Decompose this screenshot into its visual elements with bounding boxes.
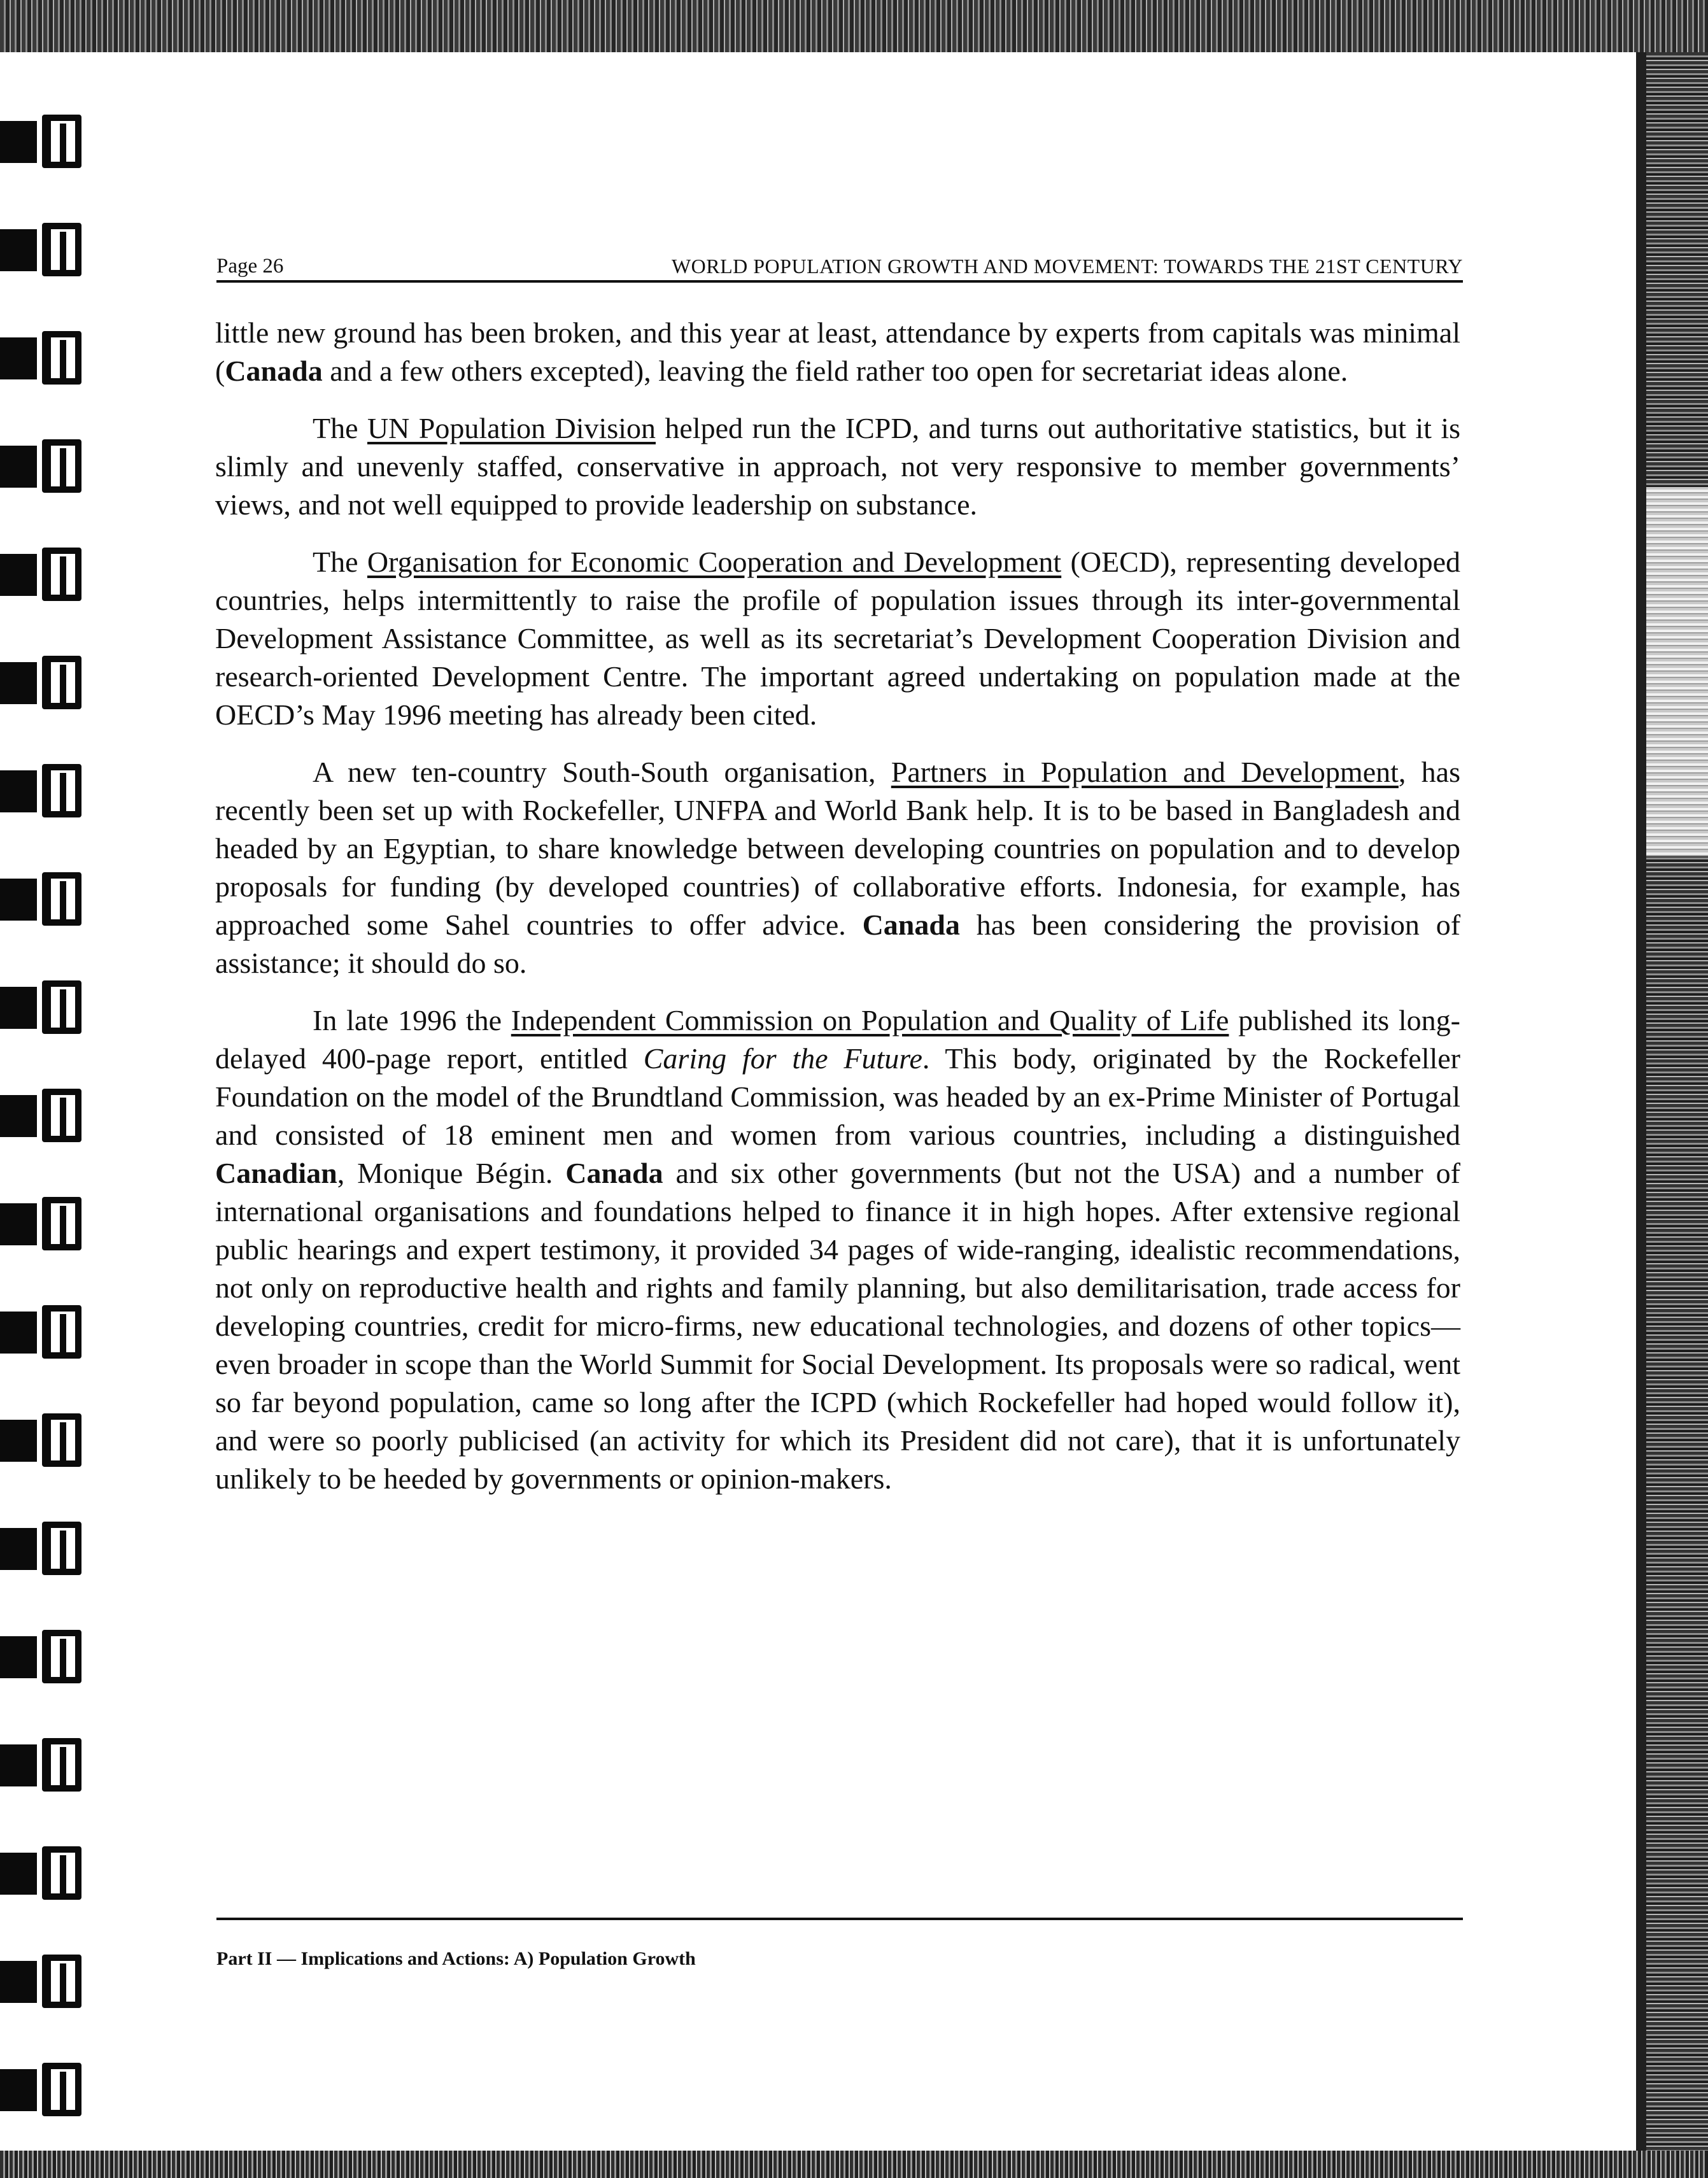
binding-ring: [0, 548, 89, 601]
binding-ring: [0, 1955, 89, 2008]
body-text: [215, 314, 1460, 1517]
page-edge-shadow: [1636, 52, 1646, 2151]
text-run: helped run the ICPD, and turns out authoritative statistics, but it is slimly and unevenly staffed, conservative in approach, not very responsive to member governments’ views, and not well equipped to provide leadership on substance.: [215, 412, 1461, 521]
footer-rule: [216, 1918, 1463, 1920]
underlined-org-name: Independent Commission on Population and Quality of Life: [511, 1004, 1229, 1036]
underlined-org-name: Partners in Population and Development: [891, 756, 1399, 788]
paragraph-2: [215, 409, 1460, 524]
scan-border-top: [0, 0, 1708, 52]
paragraph-3: [215, 543, 1460, 734]
binding-ring: [0, 1305, 89, 1359]
binding-ring: [0, 1630, 89, 1683]
italic-report-title: Caring for the Future: [643, 1042, 922, 1075]
text-run: , has recently been set up with Rockefeller, UNFPA and World Bank help. It is to be based in Bangladesh and headed by an Egyptian, to share knowledge between developing countries on population and to develop proposals for funding (by developed countries) of collaborative efforts. Indonesia, for example, has approached some Sahel countries to offer advice.: [215, 756, 1460, 941]
binding-ring: [0, 223, 89, 276]
binding-ring: [0, 1197, 89, 1250]
scan-border-right-light: [1646, 487, 1708, 856]
binding-ring: [0, 439, 89, 493]
binding-ring: [0, 115, 89, 168]
binding-ring: [0, 656, 89, 709]
scan-border-right: [1646, 52, 1708, 2151]
text-run: In late 1996 the: [313, 1004, 511, 1036]
page-footer: Part II — Implications and Actions: A) Population Growth: [216, 1948, 696, 1969]
binding-ring: [0, 1738, 89, 1792]
paragraph-1: [215, 314, 1460, 390]
page-header: [216, 250, 1463, 281]
page-number: Page 26: [216, 255, 284, 278]
text-run: and a few others excepted), leaving the field rather too open for secretariat ideas alone.: [322, 355, 1348, 387]
text-run: , Monique Bégin.: [337, 1157, 566, 1189]
text-run: The: [313, 412, 367, 444]
binding-ring: [0, 1522, 89, 1575]
binding-ring: [0, 764, 89, 817]
binding-ring: [0, 1413, 89, 1467]
paragraph-4: [215, 753, 1460, 982]
underlined-org-name: UN Population Division: [367, 412, 656, 444]
text-run: . This body, originated by the Rockefeller Foundation on the model of the Brundtland Commission, was headed by an ex-Prime Minister of Portugal and consisted of 18 eminent men and women from various countries, including a distinguished: [215, 1042, 1461, 1151]
paragraph-5: [215, 1001, 1460, 1498]
text-run: and six other governments (but not the USA) and a number of international organisations and foundations helped to finance it in high hopes. After extensive regional public hearings and expert testimony, it provided 34 pages of wide-ranging, idealistic recommendations, not only on reproductive health and rights and family planning, but also demilitarisation, trade access for developing countries, credit for micro-firms, new educational technologies, and dozens of other topics—even broader in scope than the World Summit for Social Development. Its proposals were so radical, went so far beyond population, came so long after the ICPD (which Rockefeller had hoped would follow it), and were so poorly publicised (an activity for which its President did not care), that it is unfortunately unlikely to be heeded by governments or opinion-makers.: [215, 1157, 1460, 1495]
text-run: little new ground has been broken, and this year at least, attendance by experts from capitals was minimal (: [215, 316, 1460, 387]
binding-ring: [0, 980, 89, 1034]
text-run: has been considering the provision of assistance; it should do so.: [215, 909, 1461, 979]
bold-canada: Canada: [565, 1157, 663, 1189]
bold-canada: Canada: [862, 909, 960, 941]
bold-canada: Canada: [225, 355, 323, 387]
header-rule: [216, 280, 1463, 283]
scan-border-bottom: [0, 2151, 1708, 2178]
underlined-org-name: Organisation for Economic Cooperation and Development: [367, 546, 1062, 578]
binding-ring: [0, 331, 89, 385]
binding-ring: [0, 1846, 89, 1900]
text-run: A new ten-country South-South organisation,: [313, 756, 891, 788]
text-run: (OECD), representing developed countries, helps intermittently to raise the profile of population issues through its inter-governmental Development Assistance Committee, as well as its secretariat’s Development Cooperation Division and research-oriented Development Centre. The important agreed undertaking on population made at the OECD’s May 1996 meeting has already been cited.: [215, 546, 1460, 731]
text-run: published its long-delayed 400-page report, entitled: [215, 1004, 1460, 1075]
bold-canadian: Canadian: [215, 1157, 337, 1189]
running-title: WORLD POPULATION GROWTH AND MOVEMENT: TOWARDS THE 21ST CENTURY: [671, 255, 1463, 278]
binding-ring: [0, 2063, 89, 2116]
text-run: The: [313, 546, 367, 578]
spiral-binding: [0, 102, 95, 2126]
binding-ring: [0, 1089, 89, 1142]
binding-ring: [0, 872, 89, 926]
